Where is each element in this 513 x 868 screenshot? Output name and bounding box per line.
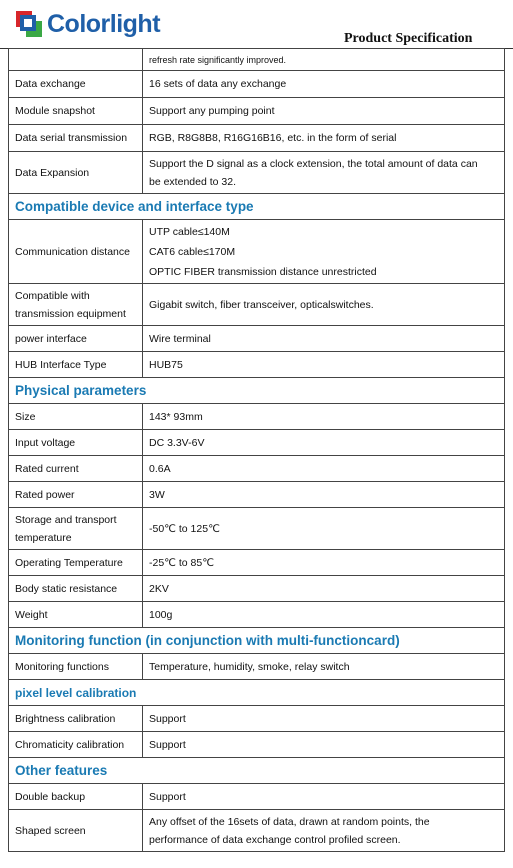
table-row	[9, 550, 505, 576]
value-line: CAT6 cable≤170M	[149, 245, 236, 258]
row-value	[143, 152, 505, 194]
section-title: Compatible device and interface type	[9, 194, 505, 220]
row-key: Weight	[9, 602, 143, 628]
row-key	[9, 49, 143, 71]
row-key: Data exchange	[9, 71, 143, 98]
row-key: Size	[9, 404, 143, 430]
section-title: Other features	[9, 758, 505, 784]
value-line: UTP cable≤140M	[149, 225, 230, 238]
section-header	[9, 680, 505, 706]
row-key: Communication distance	[9, 220, 143, 284]
row-value: Support	[143, 706, 505, 732]
row-key: Operating Temperature	[9, 550, 143, 576]
value-line: OPTIC FIBER transmission distance unrestricted	[149, 265, 377, 278]
row-key: Rated power	[9, 482, 143, 508]
row-value: Support	[143, 732, 505, 758]
row-key	[9, 284, 143, 326]
table-row	[9, 125, 505, 152]
value-line: Support the D signal as a clock extension, the total amount of data can	[149, 157, 478, 170]
row-key: Double backup	[9, 784, 143, 810]
row-value: 100g	[143, 602, 505, 628]
table-row	[9, 49, 505, 71]
row-value: 2KV	[143, 576, 505, 602]
section-header	[9, 194, 505, 220]
row-value: 0.6A	[143, 456, 505, 482]
value-line: performance of data exchange control profiled screen.	[149, 833, 401, 846]
row-value: 16 sets of data any exchange	[143, 71, 505, 98]
value-line: Any offset of the 16sets of data, drawn at random points, the	[149, 815, 430, 828]
table-row	[9, 71, 505, 98]
table-row	[9, 706, 505, 732]
row-key: Input voltage	[9, 430, 143, 456]
row-value: -50℃ to 125℃	[143, 508, 505, 550]
table-row	[9, 352, 505, 378]
row-key: Shaped screen	[9, 810, 143, 852]
row-value: 143* 93mm	[143, 404, 505, 430]
table-row	[9, 784, 505, 810]
row-value: 3W	[143, 482, 505, 508]
row-value: -25℃ to 85℃	[143, 550, 505, 576]
table-row	[9, 404, 505, 430]
row-value: HUB75	[143, 352, 505, 378]
row-value: Temperature, humidity, smoke, relay switch	[143, 654, 505, 680]
row-key: power interface	[9, 326, 143, 352]
row-value: Wire terminal	[143, 326, 505, 352]
section-header	[9, 378, 505, 404]
table-row	[9, 732, 505, 758]
table-row	[9, 284, 505, 326]
row-key: Rated current	[9, 456, 143, 482]
row-value	[143, 220, 505, 284]
row-key: Data Expansion	[9, 152, 143, 194]
row-key: Brightness calibration	[9, 706, 143, 732]
table-row	[9, 456, 505, 482]
row-key: Data serial transmission	[9, 125, 143, 152]
table-row	[9, 576, 505, 602]
row-key: Chromaticity calibration	[9, 732, 143, 758]
section-header	[9, 628, 505, 654]
row-key: HUB Interface Type	[9, 352, 143, 378]
section-title: Physical parameters	[9, 378, 505, 404]
section-title: Monitoring function (in conjunction with multi-functioncard)	[9, 628, 505, 654]
value-line: be extended to 32.	[149, 175, 236, 188]
row-key: Module snapshot	[9, 98, 143, 125]
spec-table	[8, 48, 505, 852]
colorlight-logo-icon	[14, 9, 44, 39]
brand-name: Colorlight	[47, 9, 161, 38]
page-header	[0, 0, 513, 48]
key-line: Compatible with	[15, 289, 90, 302]
row-value: Support	[143, 784, 505, 810]
table-row	[9, 220, 505, 284]
table-row	[9, 152, 505, 194]
row-value: DC 3.3V-6V	[143, 430, 505, 456]
table-row	[9, 602, 505, 628]
table-row	[9, 810, 505, 852]
row-key: Monitoring functions	[9, 654, 143, 680]
row-value: Gigabit switch, fiber transceiver, opticalswitches.	[143, 284, 505, 326]
row-value: Support any pumping point	[143, 98, 505, 125]
key-line: temperature	[15, 531, 72, 544]
table-row	[9, 508, 505, 550]
row-key: Body static resistance	[9, 576, 143, 602]
table-row	[9, 326, 505, 352]
row-value: RGB, R8G8B8, R16G16B16, etc. in the form of serial	[143, 125, 505, 152]
key-line: Storage and transport	[15, 513, 117, 526]
table-row	[9, 430, 505, 456]
section-header	[9, 758, 505, 784]
table-row	[9, 98, 505, 125]
row-key	[9, 508, 143, 550]
row-value: refresh rate significantly improved.	[143, 49, 505, 71]
key-line: transmission equipment	[15, 307, 126, 320]
table-row	[9, 482, 505, 508]
brand-logo	[14, 8, 160, 40]
section-title: pixel level calibration	[9, 680, 505, 706]
row-value	[143, 810, 505, 852]
document-title: Product Specification	[344, 31, 473, 46]
table-row	[9, 654, 505, 680]
